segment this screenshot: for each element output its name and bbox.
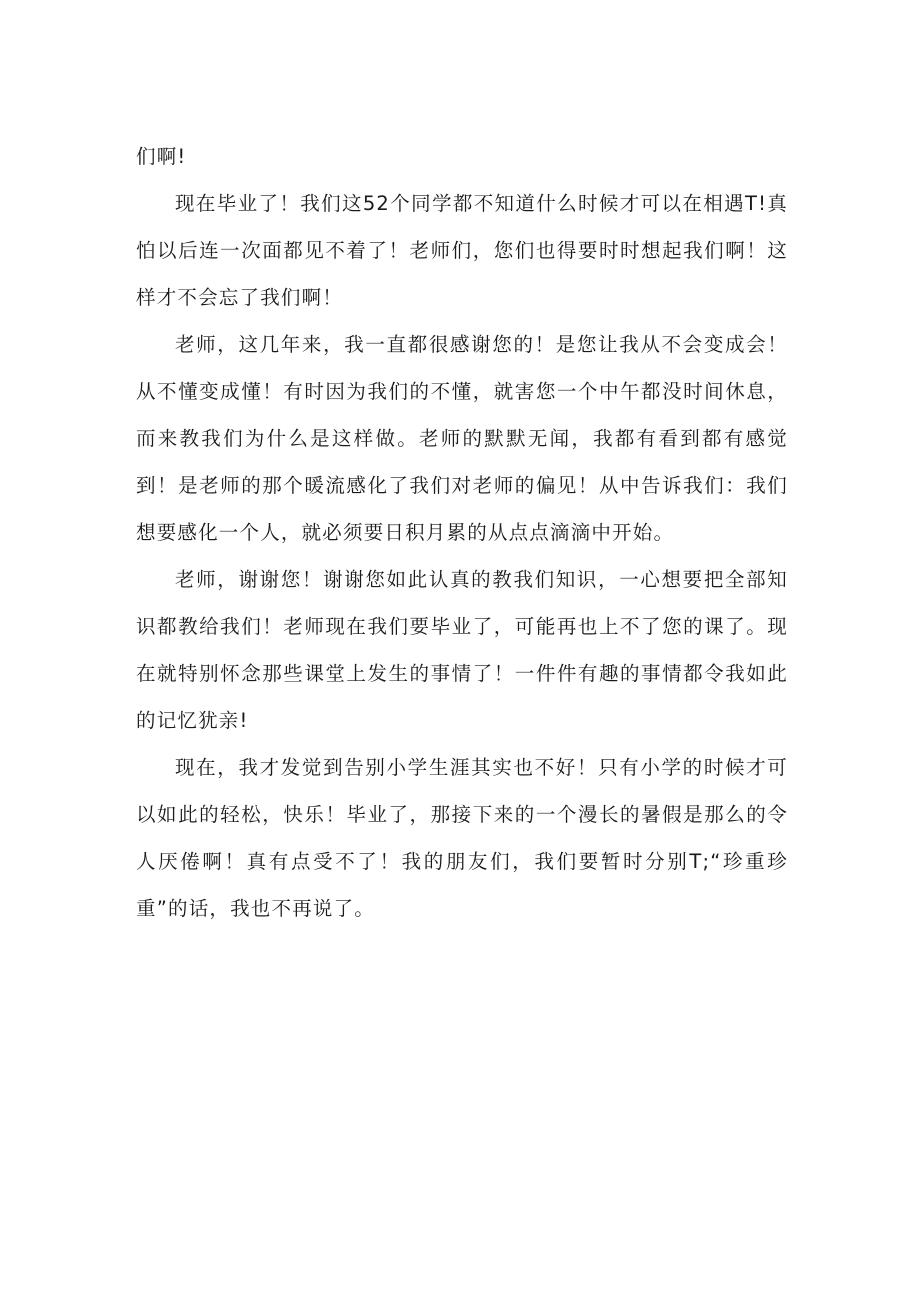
paragraph: 现在，我才发觉到告别小学生涯其实也不好！只有小学的时候才可以如此的轻松，快乐！毕业了，那接下来的一个漫长的暑假是那么的令人厌倦啊！真有点受不了！我的朋友们，我们要暂时分别T;“珍重珍重”的话，我也不再说了。 bbox=[136, 756, 788, 920]
document-body bbox=[136, 133, 788, 932]
paragraph: 老师，这几年来，我一直都很感谢您的！是您让我从不会变成会！从不懂变成懂！有时因为我们的不懂，就害您一个中午都没时间休息，而来教我们为什么是这样做。老师的默默无闻，我都有看到都有感觉到！是老师的那个暖流感化了我们对老师的偏见！从中告诉我们：我们想要感化一个人，就必须要日积月累的从点点滴滴中开始。 bbox=[136, 333, 788, 544]
paragraph: 现在毕业了！我们这52个同学都不知道什么时候才可以在相遇T!真怕以后连一次面都见不着了！老师们，您们也得要时时想起我们啊！这样才不会忘了我们啊！ bbox=[136, 192, 788, 309]
paragraph: 老师，谢谢您！谢谢您如此认真的教我们知识，一心想要把全部知识都教给我们！老师现在我们要毕业了，可能再也上不了您的课了。现在就特别怀念那些课堂上发生的事情了！一件件有趣的事情都令我如此的记忆犹亲! bbox=[136, 568, 788, 732]
paragraph: 们啊! bbox=[136, 145, 187, 168]
